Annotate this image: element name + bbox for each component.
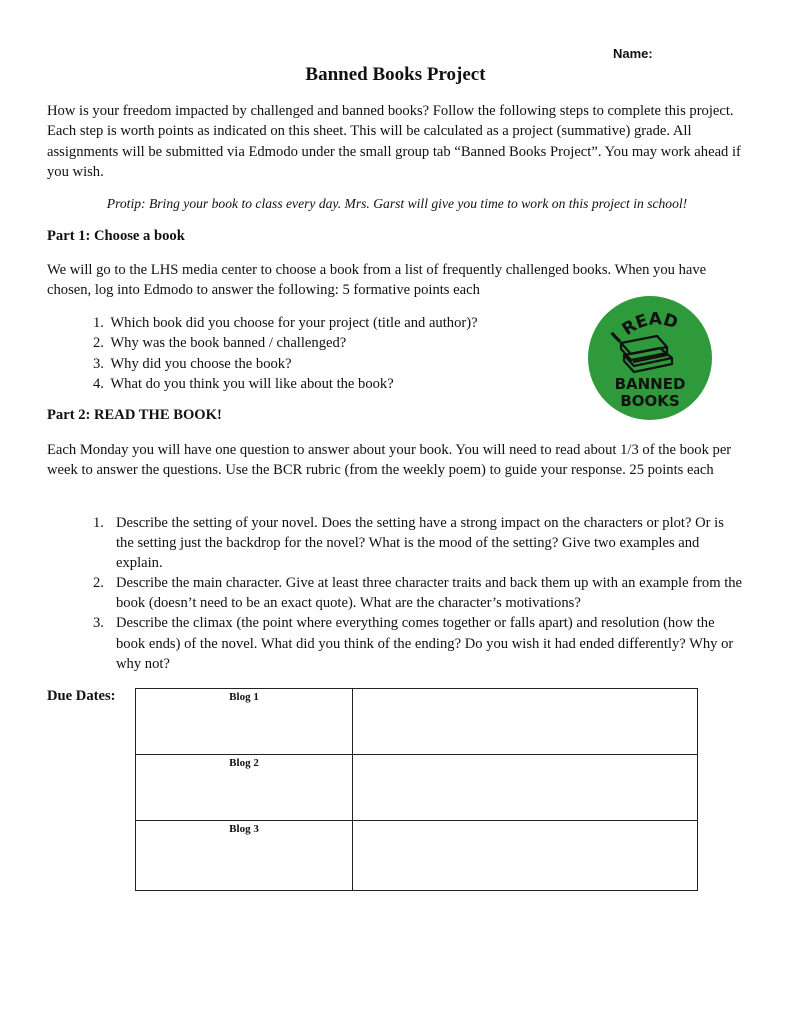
blog-1-date-cell	[353, 689, 698, 755]
intro-paragraph: How is your freedom impacted by challenged and banned books? Follow the following steps to complete this project. Each step is worth points as indicated on this sheet. This will be calculated as a project (summative) grade. All assignments will be submitted via Edmodo under the small group tab “Banned Books Project”. You may work ahead if you wish.	[47, 103, 741, 180]
due-dates-table	[135, 688, 698, 891]
part2-heading: Part 2: READ THE BOOK!	[47, 407, 222, 423]
list-item: 2. Why was the book banned / challenged?	[93, 335, 347, 352]
protip-text: Protip: Bring your book to class every day. Mrs. Garst will give you time to work on this project in school!	[106, 196, 688, 211]
badge-line2: BANNED	[614, 375, 686, 393]
blog-3-date-cell	[353, 821, 698, 891]
blog-2-date-cell	[353, 755, 698, 821]
part1-heading: Part 1: Choose a book	[47, 228, 185, 244]
table-row	[136, 689, 698, 755]
i-read-banned-books-badge	[587, 295, 713, 421]
part2-question-list	[93, 513, 743, 674]
list-item: 3. Why did you choose the book?	[93, 355, 292, 372]
blog-3-label: Blog 3	[136, 821, 353, 891]
part2-paragraph: Each Monday you will have one question to answer about your book. You will need to read about 1/3 of the book per week to answer the questions. Use the BCR rubric (from the weekly poem) to guide your response. 25 points each	[47, 442, 732, 479]
list-item: 4. What do you think you will like about the book?	[93, 375, 394, 392]
part1-paragraph: We will go to the LHS media center to choose a book from a list of frequently challenged books. When you have chosen, log into Edmodo to answer the following: 5 formative points each	[47, 262, 707, 299]
table-row	[136, 821, 698, 891]
blog-1-label: Blog 1	[136, 689, 353, 755]
badge-line3: BOOKS	[620, 392, 680, 410]
badge-line1: I READ	[607, 309, 681, 348]
list-item: 1. Which book did you choose for your project (title and author)?	[93, 315, 478, 331]
page-title: Banned Books Project	[305, 64, 486, 85]
name-label: Name:	[613, 46, 653, 61]
part1-question-list	[93, 313, 573, 394]
blog-2-label: Blog 2	[136, 755, 353, 821]
table-row	[136, 755, 698, 821]
list-item: 3. Describe the climax (the point where everything comes together or falls apart) and resolution (how the book ends) of the novel. What did you think of the ending? Do you wish it had ended differently? Why or why not?	[93, 615, 734, 672]
due-dates-label: Due Dates:	[47, 688, 116, 704]
list-item: 2. Describe the main character. Give at least three character traits and back them up with an example from the book (doesn’t need to be an exact quote). What are the character’s motivations?	[93, 575, 743, 612]
list-item: 1. Describe the setting of your novel. Does the setting have a strong impact on the characters or plot? Or is the setting just the backdrop for the novel? What is the mood of the setting? Give two examples and explain.	[93, 515, 724, 572]
